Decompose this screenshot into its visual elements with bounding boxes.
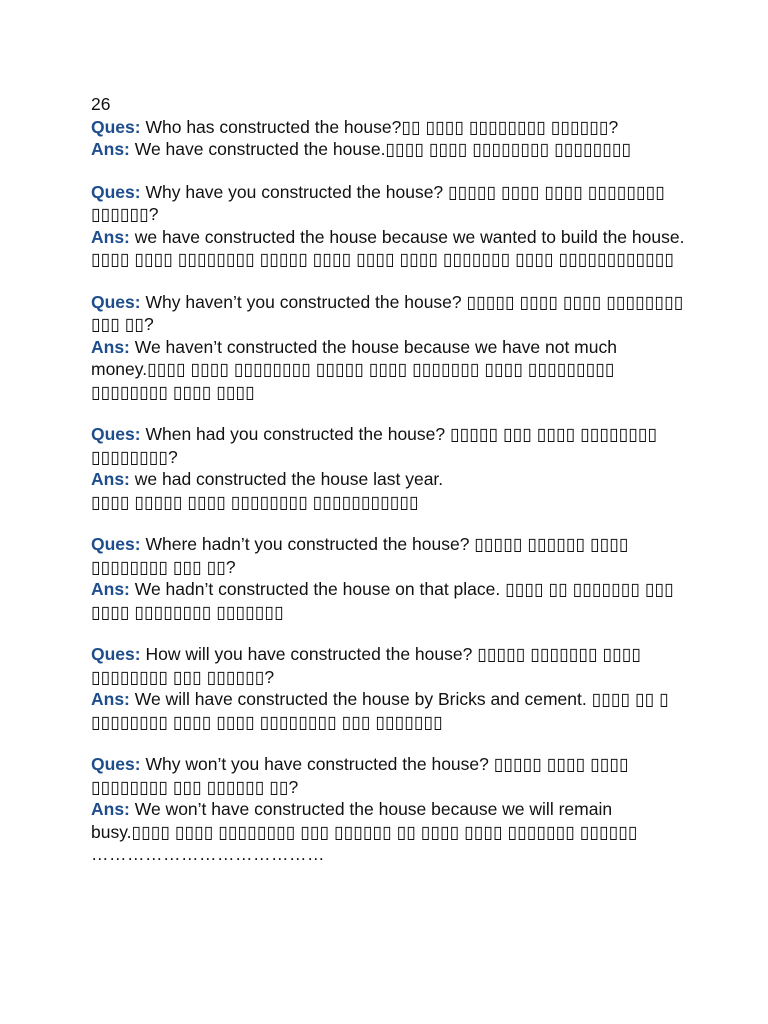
trailing-dots: ………………………………… (91, 844, 325, 864)
question-label: Ques: (91, 754, 141, 774)
answer-line (91, 578, 691, 623)
question-line (91, 753, 691, 798)
question-line (91, 291, 691, 336)
answer-line (91, 226, 691, 271)
answer-label: Ans: (91, 226, 130, 247)
qa-block-4 (91, 423, 691, 513)
answer-label: Ans: (91, 469, 130, 489)
question-text: Why haven’t you constructed the house? ▯▯▯▯▯ ▯▯▯▯ ▯▯▯▯ ▯▯▯▯▯▯▯▯ ▯▯▯ ▯▯? (91, 291, 684, 334)
answer-label: Ans: (91, 689, 130, 709)
answer-line (91, 336, 691, 404)
answer-label: Ans: (91, 139, 130, 159)
qa-block-2 (91, 181, 691, 271)
question-text: Why have you constructed the house? ▯▯▯▯▯ ▯▯▯▯ ▯▯▯▯ ▯▯▯▯▯▯▯▯ ▯▯▯▯▯▯? (91, 181, 665, 224)
qa-block-7 (91, 753, 691, 843)
answer-text: We hadn’t constructed the house on that place. ▯▯▯▯ ▯▯ ▯▯▯▯▯▯▯ ▯▯▯ ▯▯▯▯ ▯▯▯▯▯▯▯▯ ▯▯▯▯▯▯▯ (91, 579, 674, 622)
answer-label: Ans: (91, 799, 130, 819)
qa-block-5 (91, 533, 691, 623)
question-label: Ques: (91, 424, 141, 444)
question-line (91, 181, 691, 226)
question-line (91, 116, 691, 139)
question-text: Where hadn’t you constructed the house? ▯▯▯▯▯ ▯▯▯▯▯▯ ▯▯▯▯ ▯▯▯▯▯▯▯▯ ▯▯▯ ▯▯? (91, 534, 629, 577)
answer-line (91, 468, 691, 513)
question-label: Ques: (91, 291, 141, 312)
question-line (91, 533, 691, 578)
answer-text: We haven’t constructed the house because we have not much money.▯▯▯▯ ▯▯▯▯ ▯▯▯▯▯▯▯▯ ▯▯▯▯▯ ▯▯▯▯ ▯▯▯▯▯▯▯ ▯▯▯▯ ▯▯▯▯▯▯▯▯▯ ▯▯▯▯▯▯▯▯ ▯▯▯▯ ▯▯▯▯ (91, 336, 617, 402)
question-label: Ques: (91, 116, 141, 137)
answer-text: we had constructed the house last year. ▯▯▯▯ ▯▯▯▯▯ ▯▯▯▯ ▯▯▯▯▯▯▯▯ ▯▯▯▯▯▯▯▯▯▯▯ (91, 469, 444, 512)
answer-line (91, 138, 691, 161)
question-label: Ques: (91, 644, 141, 664)
question-line (91, 423, 691, 468)
qa-block-3 (91, 291, 691, 404)
answer-text: We won’t have constructed the house because we will remain busy.▯▯▯▯ ▯▯▯▯ ▯▯▯▯▯▯▯▯ ▯▯▯ ▯▯▯▯▯▯ ▯▯ ▯▯▯▯ ▯▯▯▯ ▯▯▯▯▯▯▯ ▯▯▯▯▯▯ (91, 799, 638, 842)
qa-block-1 (91, 116, 691, 161)
answer-text: We will have constructed the house by Bricks and cement. ▯▯▯▯ ▯▯ ▯ ▯▯▯▯▯▯▯▯ ▯▯▯▯ ▯▯▯▯ ▯▯▯▯▯▯▯▯ ▯▯▯ ▯▯▯▯▯▯▯ (91, 689, 669, 732)
question-text: Who has constructed the house?▯▯ ▯▯▯▯ ▯▯▯▯▯▯▯▯ ▯▯▯▯▯▯? (145, 116, 619, 137)
answer-text: we have constructed the house because we wanted to build the house. ▯▯▯▯ ▯▯▯▯ ▯▯▯▯▯▯▯▯ ▯▯▯▯▯ ▯▯▯▯ ▯▯▯▯ ▯▯▯▯ ▯▯▯▯▯▯▯ ▯▯▯▯ ▯▯▯▯▯▯▯▯▯▯▯▯ (91, 226, 685, 269)
answer-line (91, 688, 691, 733)
answer-label: Ans: (91, 579, 130, 599)
question-text: Why won’t you have constructed the house? ▯▯▯▯▯ ▯▯▯▯ ▯▯▯▯ ▯▯▯▯▯▯▯▯ ▯▯▯ ▯▯▯▯▯▯ ▯▯? (91, 754, 629, 797)
question-label: Ques: (91, 534, 141, 554)
document-page (91, 93, 691, 866)
question-label: Ques: (91, 181, 141, 202)
qa-block-6 (91, 643, 691, 733)
answer-label: Ans: (91, 336, 130, 357)
question-text: When had you constructed the house? ▯▯▯▯▯ ▯▯▯ ▯▯▯▯ ▯▯▯▯▯▯▯▯ ▯▯▯▯▯▯▯▯? (91, 424, 658, 467)
answer-line (91, 798, 691, 843)
question-text: How will you have constructed the house? ▯▯▯▯▯ ▯▯▯▯▯▯▯ ▯▯▯▯ ▯▯▯▯▯▯▯▯ ▯▯▯ ▯▯▯▯▯▯? (91, 644, 642, 687)
answer-text: We have constructed the house.▯▯▯▯ ▯▯▯▯ ▯▯▯▯▯▯▯▯ ▯▯▯▯▯▯▯▯ (134, 139, 632, 159)
question-line (91, 643, 691, 688)
page-number: 26 (91, 94, 111, 114)
